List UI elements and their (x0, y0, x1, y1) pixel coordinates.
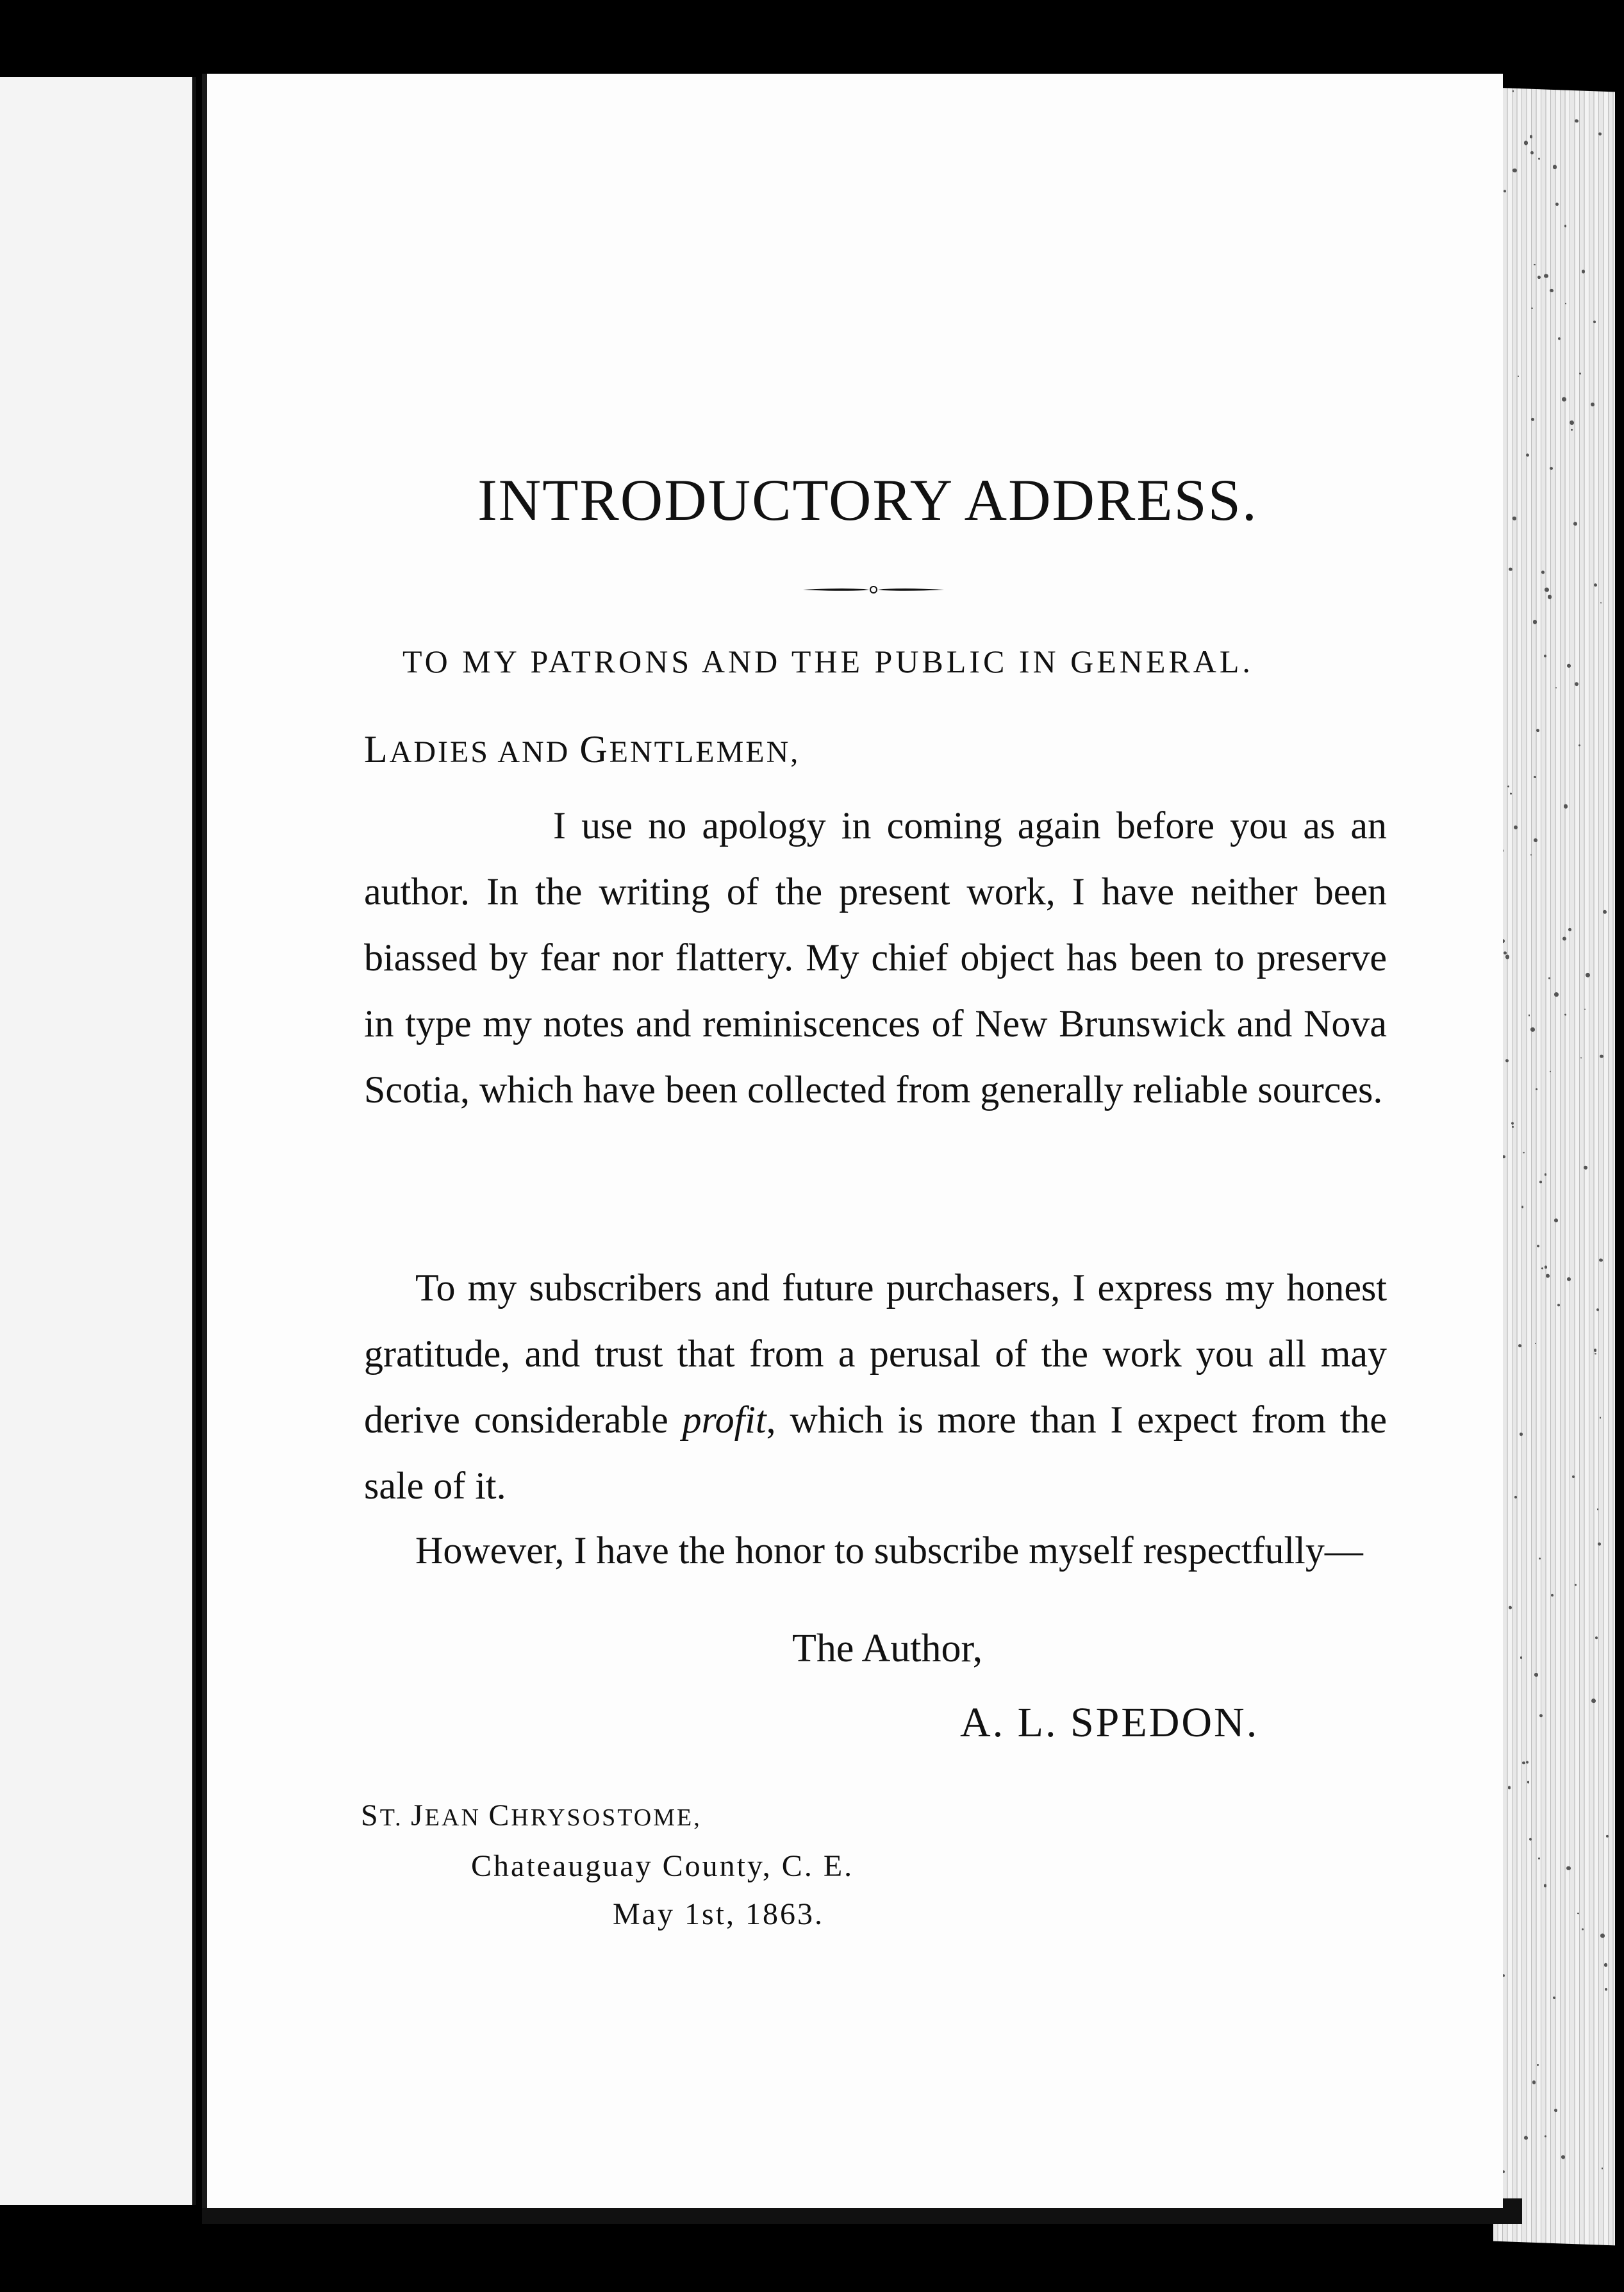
edge-speck (1550, 1071, 1551, 1072)
edge-speck (1603, 910, 1607, 915)
edge-speck (1595, 1636, 1598, 1639)
edge-speck (1586, 973, 1590, 977)
edge-speck (1529, 1838, 1532, 1840)
edge-speck (1520, 1656, 1523, 1659)
edge-speck (1553, 165, 1557, 169)
edge-speck (1534, 264, 1535, 266)
edge-speck (1584, 1166, 1587, 1170)
author-signature: A. L. SPEDON. (960, 1699, 1259, 1746)
edge-speck (1545, 587, 1549, 592)
edge-speck (1582, 1928, 1584, 1930)
edge-speck (1600, 1054, 1603, 1058)
edge-speck (1595, 1353, 1596, 1354)
place-date-block (361, 1791, 854, 1938)
paragraph-3: However, I have the honor to subscribe myself respectfully— (415, 1529, 1363, 1572)
edge-speck (1591, 403, 1595, 406)
edge-speck (1575, 1584, 1577, 1586)
edge-speck (1600, 1933, 1605, 1938)
edge-speck (1514, 825, 1518, 829)
edge-speck (1545, 1266, 1547, 1269)
salutation-rest-2: ENTLEMEN, (609, 735, 800, 769)
edge-speck (1578, 744, 1580, 746)
salutation-rest-1: ADIES AND (389, 735, 580, 769)
edge-speck (1562, 397, 1566, 401)
edge-speck (1605, 1988, 1607, 1991)
edge-speck (1520, 1433, 1522, 1436)
paragraph-2-italic: profit (682, 1399, 766, 1441)
edge-speck (1534, 1673, 1537, 1677)
paragraph-2-before: To my subscribers and future purchasers, I express my honest gratitude, and trust that from a perusal of the work you all may derive considerable (364, 1266, 1387, 1441)
edge-speck (1514, 1496, 1517, 1499)
edge-speck (1554, 992, 1559, 997)
edge-speck (1524, 141, 1528, 145)
page-stack-edge (1493, 88, 1615, 2246)
edge-speck (1573, 522, 1577, 526)
edge-speck (1508, 1786, 1511, 1789)
edge-speck (1580, 1057, 1582, 1058)
edge-speck (1512, 169, 1516, 172)
paragraph-1: I use no apology in coming again before you as an author. In the writing of the present work, I have neither been biassed by fear nor flattery. My chief object has been to preserve in type my notes and reminiscences of New Brunswick and Nova Scotia, which have been collected from generally reliable sources. (364, 804, 1387, 1111)
edge-speck (1529, 1015, 1530, 1017)
edge-speck (1564, 225, 1567, 228)
edge-speck (1600, 602, 1602, 604)
edge-speck (1509, 1606, 1512, 1609)
edge-speck (1541, 1267, 1543, 1269)
edge-speck (1555, 203, 1559, 206)
edge-speck (1545, 2136, 1546, 2138)
edge-speck (1564, 804, 1568, 809)
edge-speck (1545, 1174, 1546, 1175)
place-line-2: Chateauguay County, C. E. (471, 1849, 854, 1883)
edge-speck (1575, 682, 1578, 686)
left-page-edge (0, 77, 196, 2205)
edge-speck (1554, 2109, 1557, 2112)
ornament-divider (800, 583, 947, 596)
edge-speck (1534, 776, 1536, 778)
place-line-1 (361, 1791, 854, 1842)
edge-speck (1518, 376, 1519, 378)
edge-speck (1521, 1206, 1524, 1208)
paragraph-2 (364, 1255, 1387, 1519)
edge-speck (1539, 1181, 1541, 1183)
edge-speck (1539, 1714, 1543, 1717)
edge-speck (1599, 1258, 1603, 1262)
edge-speck (1561, 2155, 1565, 2159)
edge-speck (1564, 1014, 1566, 1016)
edge-speck (1537, 276, 1541, 279)
edge-speck (1598, 1543, 1600, 1546)
edge-speck (1512, 90, 1514, 92)
edge-speck (1546, 1274, 1550, 1278)
edge-speck (1567, 1277, 1571, 1281)
edge-speck (1531, 418, 1534, 421)
edge-speck (1530, 854, 1532, 856)
edge-speck (1510, 793, 1512, 795)
edge-speck (1584, 1009, 1586, 1010)
salutation (364, 727, 800, 772)
place-rest-1: T. (379, 1804, 411, 1831)
edge-speck (1523, 1152, 1524, 1153)
edge-speck (1550, 467, 1553, 470)
edge-speck (1582, 270, 1586, 274)
edge-speck (1572, 1475, 1575, 1478)
edge-speck (1565, 303, 1566, 304)
edge-speck (1579, 373, 1581, 375)
edge-speck (1544, 1884, 1546, 1888)
edge-speck (1600, 1417, 1602, 1419)
edge-speck (1505, 955, 1510, 959)
salutation-initial-1: L (364, 728, 390, 770)
edge-speck (1536, 1088, 1537, 1090)
edge-speck (1531, 307, 1533, 309)
edge-speck (1538, 1857, 1540, 1859)
edge-speck (1602, 2168, 1603, 2169)
edge-speck (1597, 1508, 1599, 1510)
edge-speck (1526, 454, 1529, 458)
book-page (202, 74, 1503, 2208)
place-rest-2: EAN (424, 1804, 489, 1831)
edge-speck (1518, 1344, 1521, 1347)
edge-speck (1596, 1308, 1599, 1311)
edge-speck (1604, 1963, 1607, 1967)
edge-speck (1512, 1126, 1513, 1128)
edge-speck (1551, 1594, 1554, 1597)
edge-speck (1591, 1698, 1596, 1703)
edge-speck (1594, 583, 1597, 586)
edge-speck (1504, 190, 1506, 192)
edge-speck (1532, 2080, 1536, 2084)
page-subtitle: TO MY PATRONS AND THE PUBLIC IN GENERAL. (402, 644, 1254, 679)
edge-speck (1550, 289, 1553, 292)
edge-speck (1536, 729, 1539, 732)
edge-speck (1509, 567, 1512, 570)
edge-speck (1562, 936, 1567, 941)
edge-speck (1598, 133, 1602, 136)
page-content (207, 74, 1503, 2208)
edge-speck (1512, 517, 1516, 520)
edge-speck (1554, 1218, 1558, 1222)
edge-speck (1537, 1245, 1539, 1247)
edge-speck (1507, 785, 1509, 787)
edge-speck (1538, 158, 1540, 160)
edge-speck (1530, 135, 1533, 138)
edge-speck (1566, 1866, 1571, 1870)
edge-speck (1570, 420, 1574, 425)
edge-speck (1548, 595, 1552, 599)
edge-speck (1553, 1997, 1555, 1999)
edge-speck (1524, 2136, 1528, 2140)
edge-speck (1539, 1557, 1541, 1559)
edge-speck (1535, 1343, 1536, 1344)
edge-speck (1530, 151, 1534, 154)
edge-speck (1577, 1913, 1579, 1914)
edge-speck (1555, 687, 1557, 688)
edge-speck (1571, 429, 1573, 431)
edge-speck (1558, 337, 1561, 340)
edge-speck (1557, 1304, 1560, 1306)
edge-speck (1593, 320, 1596, 323)
date-line: May 1st, 1863. (613, 1897, 824, 1931)
edge-speck (1548, 977, 1550, 979)
place-initial-3: C (488, 1798, 511, 1832)
edge-speck (1534, 838, 1537, 842)
edge-speck (1533, 620, 1537, 624)
edge-speck (1568, 928, 1571, 931)
edge-speck (1594, 1349, 1596, 1351)
edge-speck (1544, 274, 1548, 278)
edge-speck (1522, 1761, 1525, 1764)
place-initial-1: S (361, 1798, 380, 1832)
edge-speck (1606, 1835, 1609, 1838)
paragraph-2-after: , which is more than I expect from the sale of it. (364, 1399, 1387, 1507)
edge-speck (1527, 1781, 1529, 1783)
place-initial-2: J (411, 1798, 425, 1832)
edge-speck (1530, 1027, 1535, 1032)
edge-speck (1505, 1059, 1509, 1063)
page-title: INTRODUCTORY ADDRESS. (477, 467, 1258, 533)
edge-speck (1575, 119, 1578, 123)
edge-speck (1541, 570, 1544, 574)
edge-speck (1526, 1761, 1529, 1764)
edge-speck (1537, 2064, 1539, 2066)
salutation-initial-2: G (579, 728, 609, 770)
edge-speck (1511, 1122, 1514, 1124)
place-rest-3: HRYSOSTOME, (511, 1804, 702, 1831)
signoff: The Author, (792, 1627, 983, 1670)
